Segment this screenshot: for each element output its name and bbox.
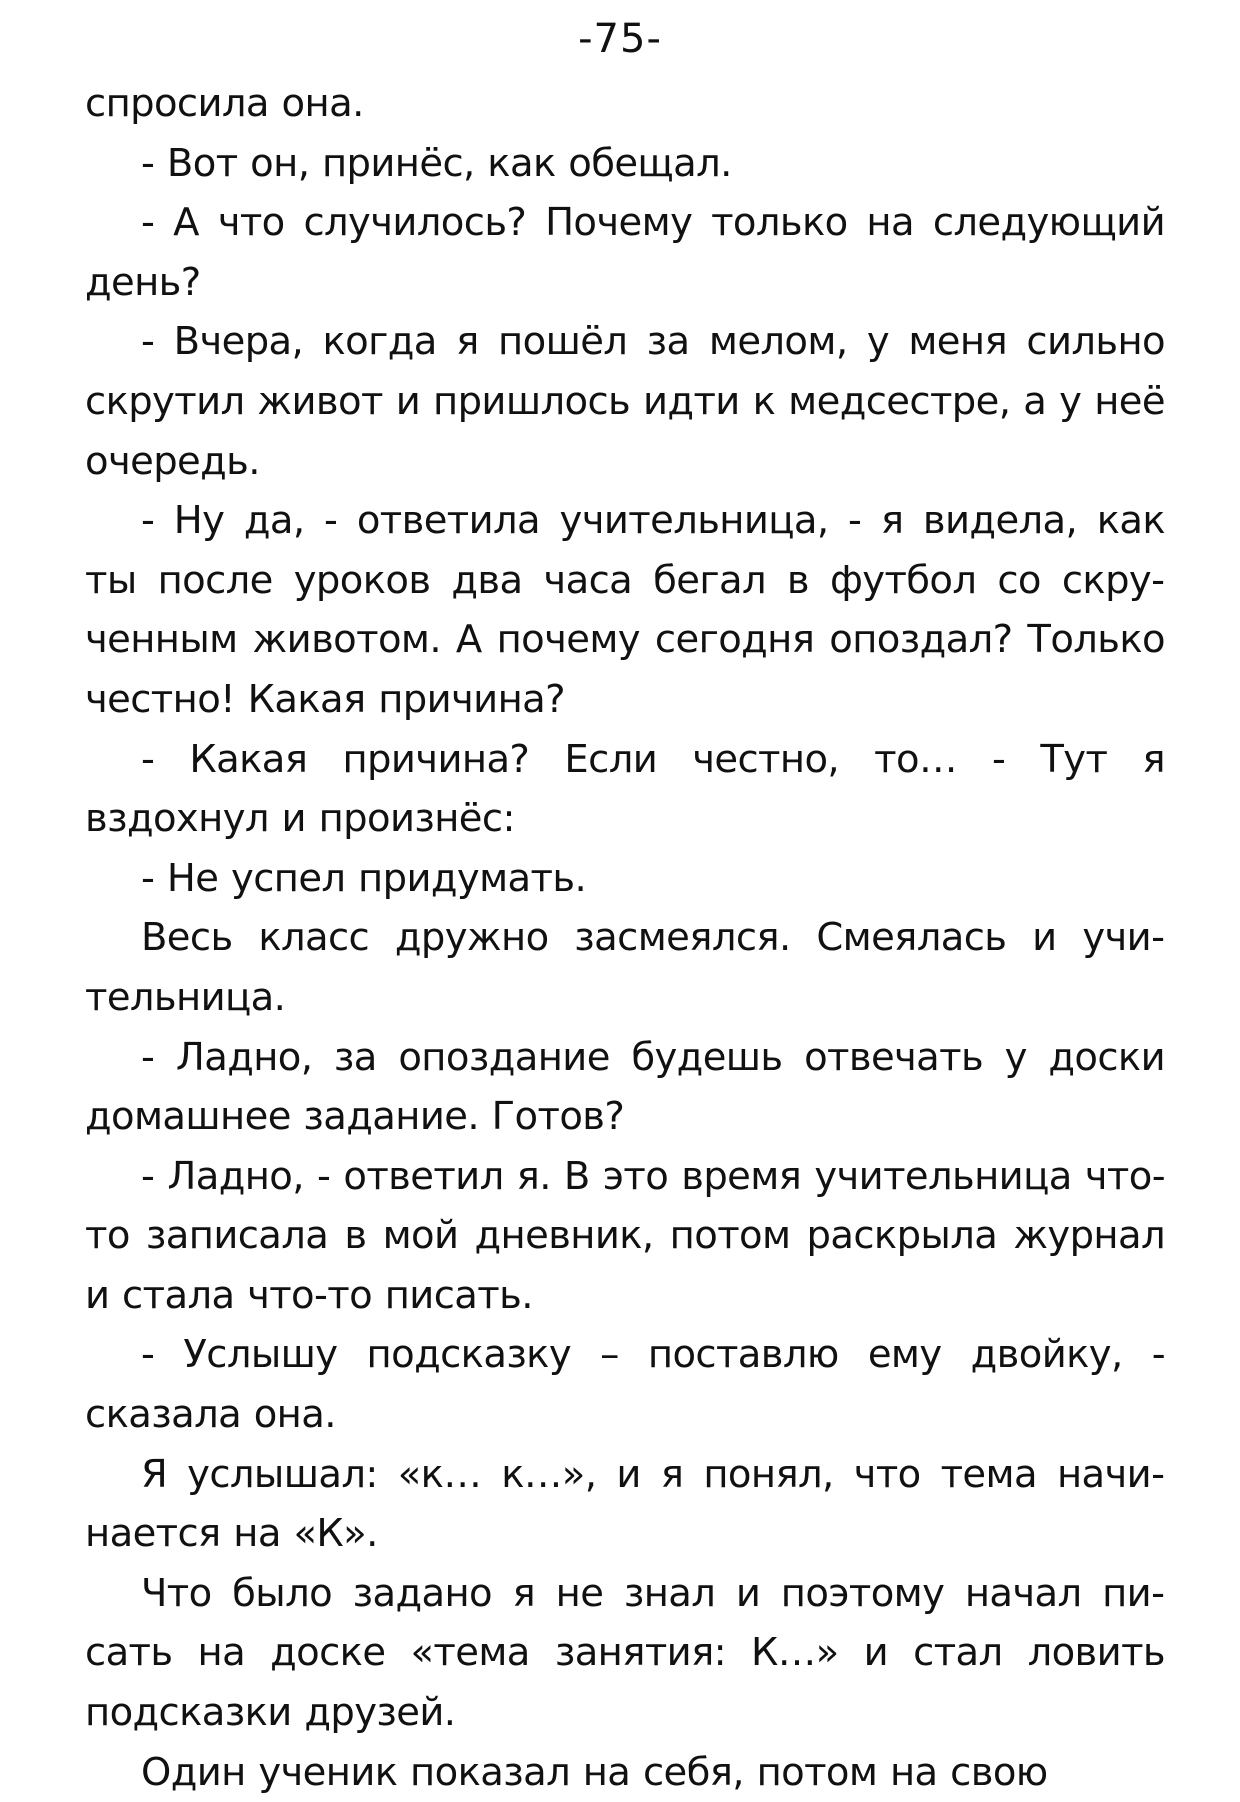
paragraph: - Вчера, когда я пошёл за мелом, у меня сильно скрутил живот и пришлось идти к медсестре, а у неё очередь. [85, 319, 1165, 484]
paragraph: - Вот он, принёс, как обещал. [141, 140, 732, 186]
paragraph: - Какая причина? Если честно, то… - Тут я вздохнул и произнёс: [85, 736, 1165, 842]
paragraph: - Ладно, за опоздание будешь отвечать у доски домашнее задание. Готов? [85, 1034, 1165, 1140]
paragraph: - Услышу подсказку – поставлю ему двойку, - сказала она. [85, 1332, 1165, 1438]
page-text [85, 74, 1165, 1802]
page-number: -75- [578, 16, 662, 62]
paragraph: - Ладно, - ответил я. В это время учительница что-то записала в мой дневник, потом раскрыла журнал и стала что-то писать. [85, 1153, 1165, 1318]
paragraph: Что было задано я не знал и поэтому начал писать на доске «тема занятия: К…» и стал ловить подсказки друзей. [85, 1570, 1165, 1736]
paragraph: - Ну да, - ответила учительница, - я видела, как ты после уроков два часа бегал в футбол со скрученным животом. А почему сегодня опоздал? Только честно! Какая причина? [85, 498, 1165, 722]
paragraph: - Не успел придумать. [141, 855, 587, 901]
paragraph: Один ученик показал на себя, потом на свою [141, 1749, 1048, 1795]
paragraph: Я услышал: «к… к…», и я понял, что тема начинается на «К». [85, 1451, 1165, 1557]
paragraph: спросила она. [85, 81, 364, 126]
paragraph: - А что случилось? Почему только на следующий день? [85, 200, 1165, 305]
paragraph: Весь класс дружно засмеялся. Смеялась и учительница. [85, 915, 1165, 1020]
